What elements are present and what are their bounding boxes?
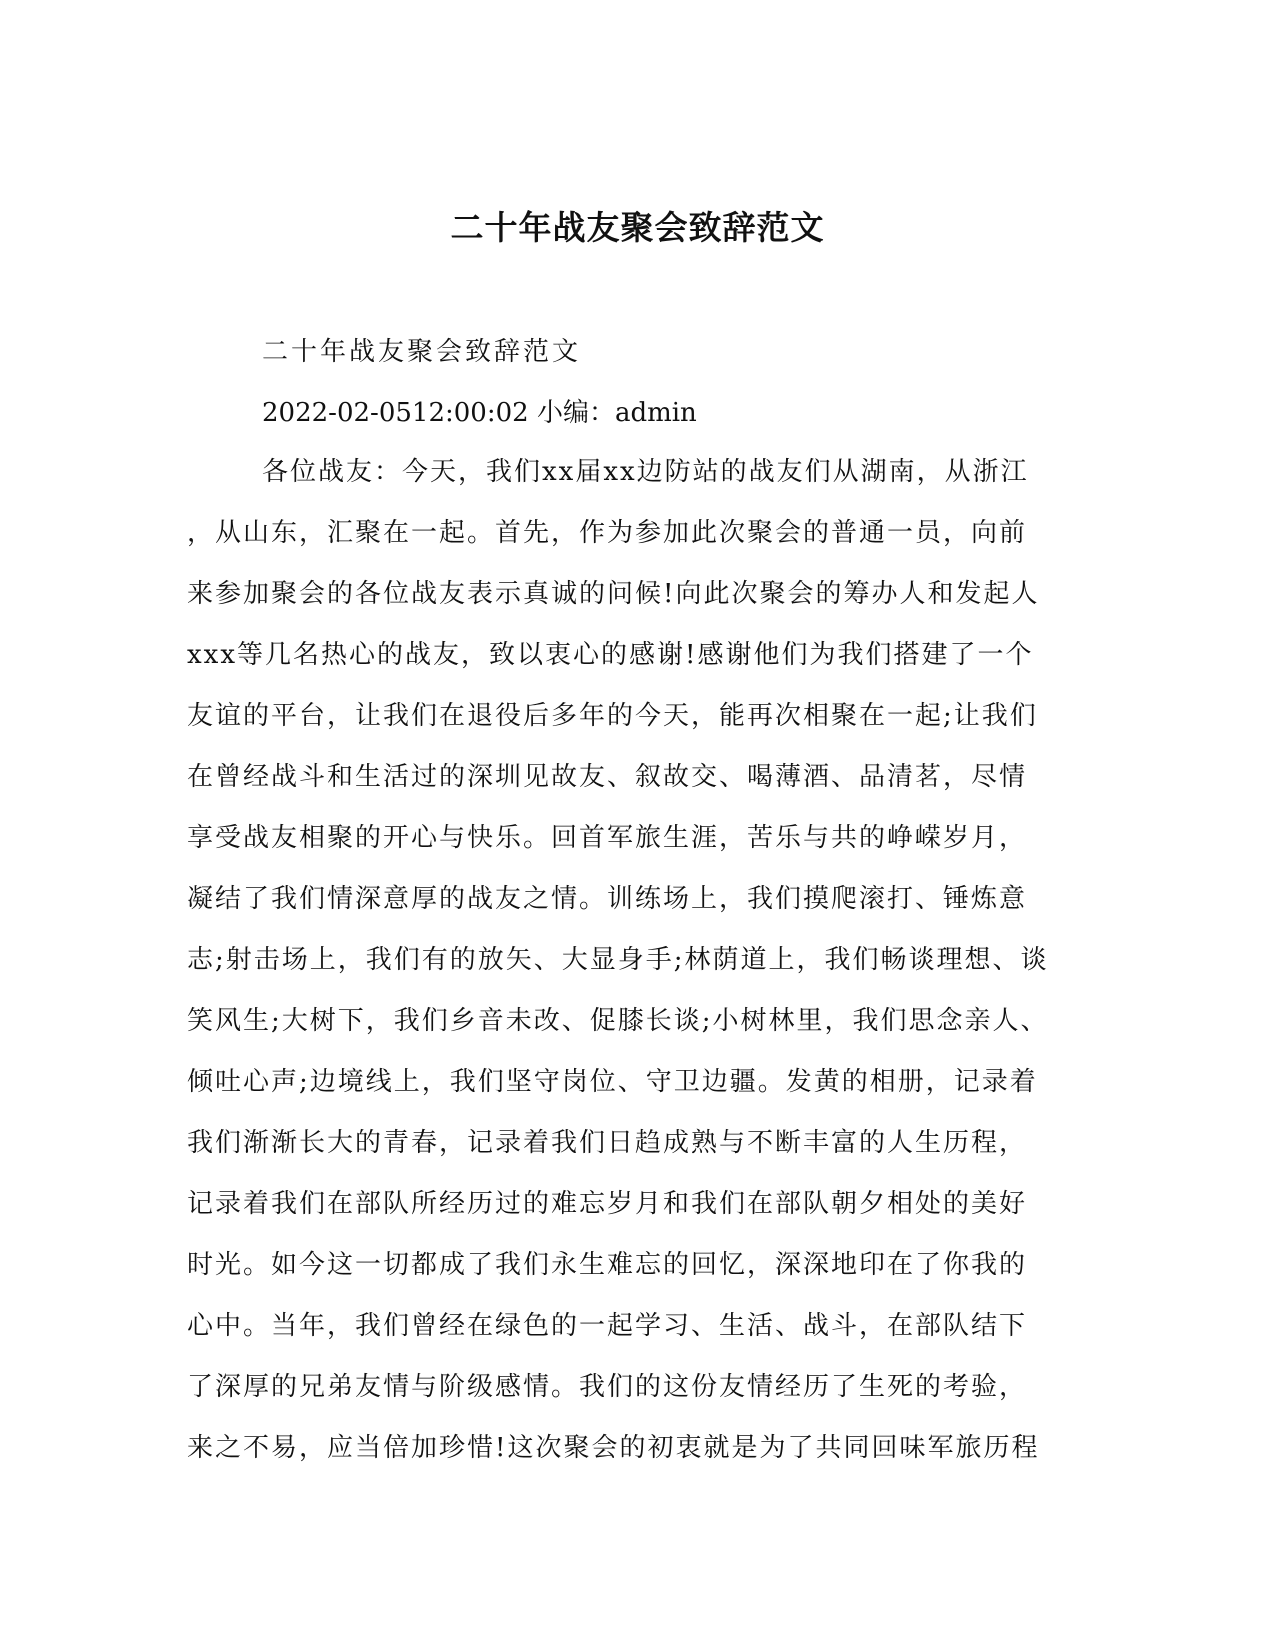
- body-line: 在曾经战斗和生活过的深圳见故友、叙故交、喝薄酒、品清茗，尽情: [187, 762, 1028, 792]
- body-line: 来参加聚会的各位战友表示真诚的问候!向此次聚会的筹办人和发起人: [187, 579, 1040, 609]
- body-line: 友谊的平台，让我们在退役后多年的今天，能再次相聚在一起;让我们: [187, 701, 1038, 731]
- body-line: 各位战友：今天，我们xx届xx边防站的战友们从湖南，从浙江: [262, 457, 1029, 487]
- body-line: xxx等几名热心的战友，致以衷心的感谢!感谢他们为我们搭建了一个: [187, 640, 1034, 670]
- body-line: 笑风生;大树下，我们乡音未改、促膝长谈;小树林里，我们思念亲人、: [187, 1006, 1049, 1036]
- body-line: 记录着我们在部队所经历过的难忘岁月和我们在部队朝夕相处的美好: [187, 1189, 1028, 1219]
- body-line: 凝结了我们情深意厚的战友之情。训练场上，我们摸爬滚打、锤炼意: [187, 884, 1028, 914]
- body-line: ，从山东，汇聚在一起。首先，作为参加此次聚会的普通一员，向前: [187, 518, 1028, 548]
- document-title: 二十年战友聚会致辞范文: [450, 208, 825, 247]
- body-line: 了深厚的兄弟友情与阶级感情。我们的这份友情经历了生死的考验，: [187, 1372, 1028, 1402]
- document-body: [187, 452, 1077, 1489]
- document-meta: 2022-02-0512:00:02 小编：admin: [262, 398, 697, 428]
- body-line: 我们渐渐长大的青春，记录着我们日趋成熟与不断丰富的人生历程，: [187, 1128, 1028, 1158]
- body-line: 志;射击场上，我们有的放矢、大显身手;林荫道上，我们畅谈理想、谈: [187, 945, 1049, 975]
- document-subtitle: 二十年战友聚会致辞范文: [262, 337, 582, 367]
- body-line: 来之不易，应当倍加珍惜!这次聚会的初衷就是为了共同回味军旅历程: [187, 1433, 1040, 1463]
- body-line: 时光。如今这一切都成了我们永生难忘的回忆，深深地印在了你我的: [187, 1250, 1028, 1280]
- body-line: 倾吐心声;边境线上，我们坚守岗位、守卫边疆。发黄的相册，记录着: [187, 1067, 1038, 1097]
- body-line: 享受战友相聚的开心与快乐。回首军旅生涯，苦乐与共的峥嵘岁月，: [187, 823, 1028, 853]
- body-line: 心中。当年，我们曾经在绿色的一起学习、生活、战斗，在部队结下: [187, 1311, 1028, 1341]
